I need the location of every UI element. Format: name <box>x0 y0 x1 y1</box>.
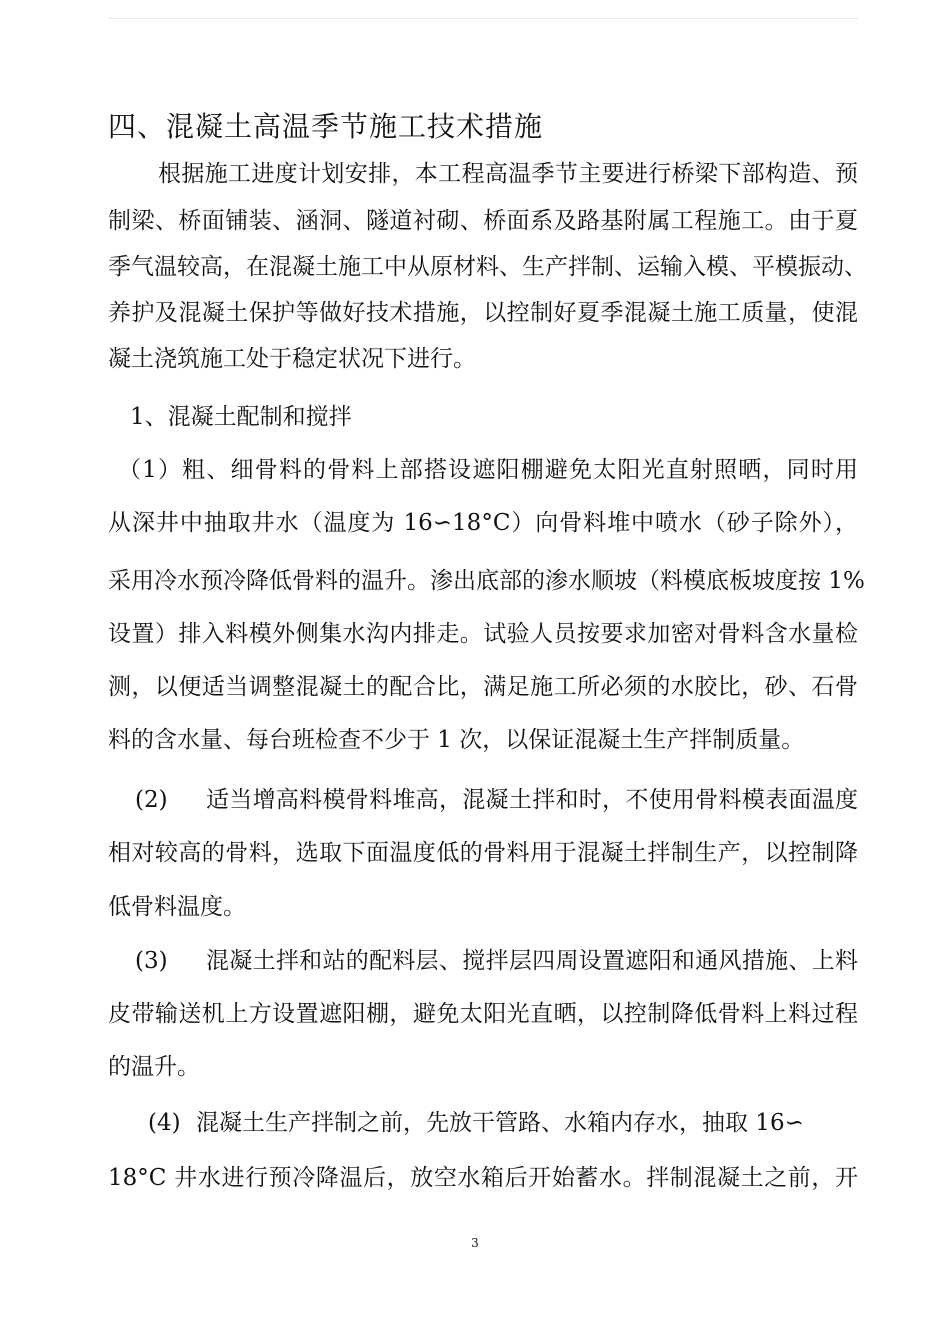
item1-line-6: 料的含水量、每台班检查不少于 1 次，以保证混凝土生产拌制质量。 <box>108 727 805 753</box>
item2-number: (2) <box>135 787 168 813</box>
section-heading: 四、混凝土高温季节施工技术措施 <box>108 110 544 143</box>
item3-line-1: 混凝土拌和站的配料层、搅拌层四周设置遮阳和通风措施、上料 <box>206 948 858 974</box>
page-number: 3 <box>471 1236 479 1250</box>
item3-line-3: 的温升。 <box>108 1054 200 1080</box>
item4-number: (4) <box>148 1110 181 1136</box>
intro-line-2: 制梁、桥面铺装、涵洞、隧道衬砌、桥面系及路基附属工程施工。由于夏 <box>108 208 858 234</box>
item1-line-4: 设置）排入料模外侧集水沟内排走。试验人员按要求加密对骨料含水量检 <box>108 621 858 647</box>
item1-line-1: （1）粗、细骨料的骨料上部搭设遮阳棚避免太阳光直射照晒，同时用 <box>118 457 858 483</box>
item3-number: (3) <box>135 948 168 974</box>
header-rule <box>108 18 858 19</box>
intro-line-5: 凝土浇筑施工处于稳定状况下进行。 <box>108 346 476 372</box>
subsection-title: 1、混凝土配制和搅拌 <box>130 404 352 430</box>
item4-line-2: 18°C 井水进行预冷降温后，放空水箱后开始蓄水。拌制混凝土之前，开 <box>108 1165 858 1191</box>
item2-line-3: 低骨料温度。 <box>108 894 246 920</box>
intro-line-1: 根据施工进度计划安排，本工程高温季节主要进行桥梁下部构造、预 <box>158 161 858 187</box>
item3-line-2: 皮带输送机上方设置遮阳棚，避免太阳光直晒，以控制降低骨料上料过程 <box>108 1001 858 1027</box>
item1-line-3: 采用冷水预冷降低骨料的温升。渗出底部的渗水顺坡（料模底板坡度按 1% <box>108 568 865 594</box>
intro-line-3: 季气温较高，在混凝土施工中从原材料、生产拌制、运输入模、平模振动、 <box>108 254 867 280</box>
item4-line-1: 混凝土生产拌制之前，先放干管路、水箱内存水，抽取 16∽ <box>196 1110 804 1136</box>
item1-line-5: 测，以便适当调整混凝土的配合比，满足施工所必须的水胶比，砂、石骨 <box>108 674 858 700</box>
item1-line-2: 从深井中抽取井水（温度为 16∽18°C）向骨料堆中喷水（砂子除外）， <box>108 510 858 536</box>
intro-line-4: 养护及混凝土保护等做好技术措施，以控制好夏季混凝土施工质量，使混 <box>108 300 858 326</box>
item2-line-2: 相对较高的骨料，选取下面温度低的骨料用于混凝土拌制生产，以控制降 <box>108 840 858 866</box>
item2-line-1: 适当增高料模骨料堆高，混凝土拌和时，不使用骨料模表面温度 <box>206 787 858 813</box>
